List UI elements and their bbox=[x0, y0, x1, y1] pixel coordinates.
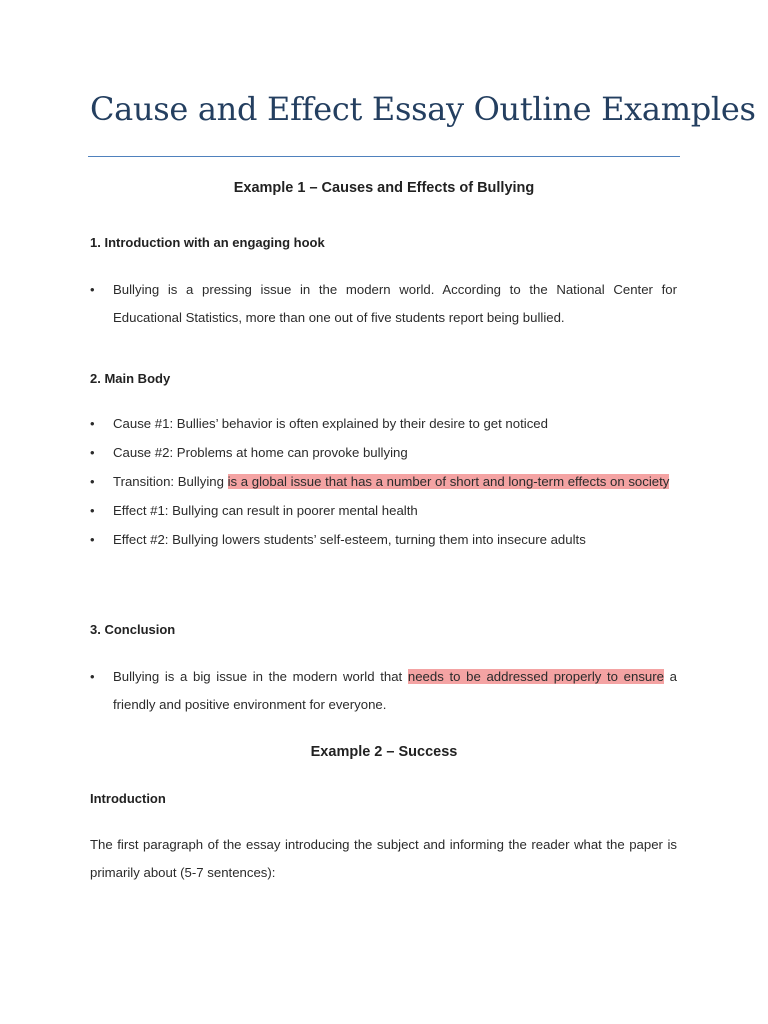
example-2-heading: Example 2 – Success bbox=[310, 744, 458, 760]
conclusion-text-end: a friendly and positive environment for everyone. bbox=[113, 669, 677, 712]
transition-text: Transition: Bullying bbox=[113, 474, 228, 489]
example-1-heading: Example 1 – Causes and Effects of Bullying bbox=[233, 180, 535, 196]
example-2-intro-heading: Introduction bbox=[90, 791, 166, 806]
main-body-heading: 2. Main Body bbox=[90, 371, 171, 386]
transition-highlight: is a global issue that has a number of short and long-term effects on society bbox=[227, 474, 670, 489]
conclusion-heading: 3. Conclusion bbox=[90, 622, 176, 637]
intro-heading: 1. Introduction with an engaging hook bbox=[90, 235, 325, 250]
transition-bullet bbox=[90, 468, 677, 496]
conclusion-bullet bbox=[90, 663, 677, 719]
intro-list bbox=[90, 276, 677, 332]
cause-2-bullet: • Cause #2: Problems at home can provoke bullying bbox=[90, 439, 677, 467]
cause-1-bullet: • Cause #1: Bullies’ behavior is often explained by their desire to get noticed bbox=[90, 410, 677, 438]
page-title: Cause and Effect Essay Outline Examples bbox=[90, 90, 756, 128]
effect-1-bullet: • Effect #1: Bullying can result in poorer mental health bbox=[90, 497, 677, 525]
conclusion-text: Bullying is a big issue in the modern world that bbox=[113, 669, 408, 684]
main-body-list bbox=[90, 410, 677, 554]
intro-bullet: • Bullying is a pressing issue in the modern world. According to the National Center for Educational Statistics, more than one out of five students report being bullied. bbox=[90, 276, 677, 332]
conclusion-highlight: needs to be addressed properly to ensure bbox=[407, 669, 664, 684]
title-divider bbox=[88, 156, 680, 157]
effect-2-bullet: • Effect #2: Bullying lowers students’ self-esteem, turning them into insecure adults bbox=[90, 526, 677, 554]
conclusion-list bbox=[90, 663, 677, 719]
example-2-intro-text: The first paragraph of the essay introducing the subject and informing the reader what the paper is primarily about (5-7 sentences): bbox=[90, 837, 677, 880]
